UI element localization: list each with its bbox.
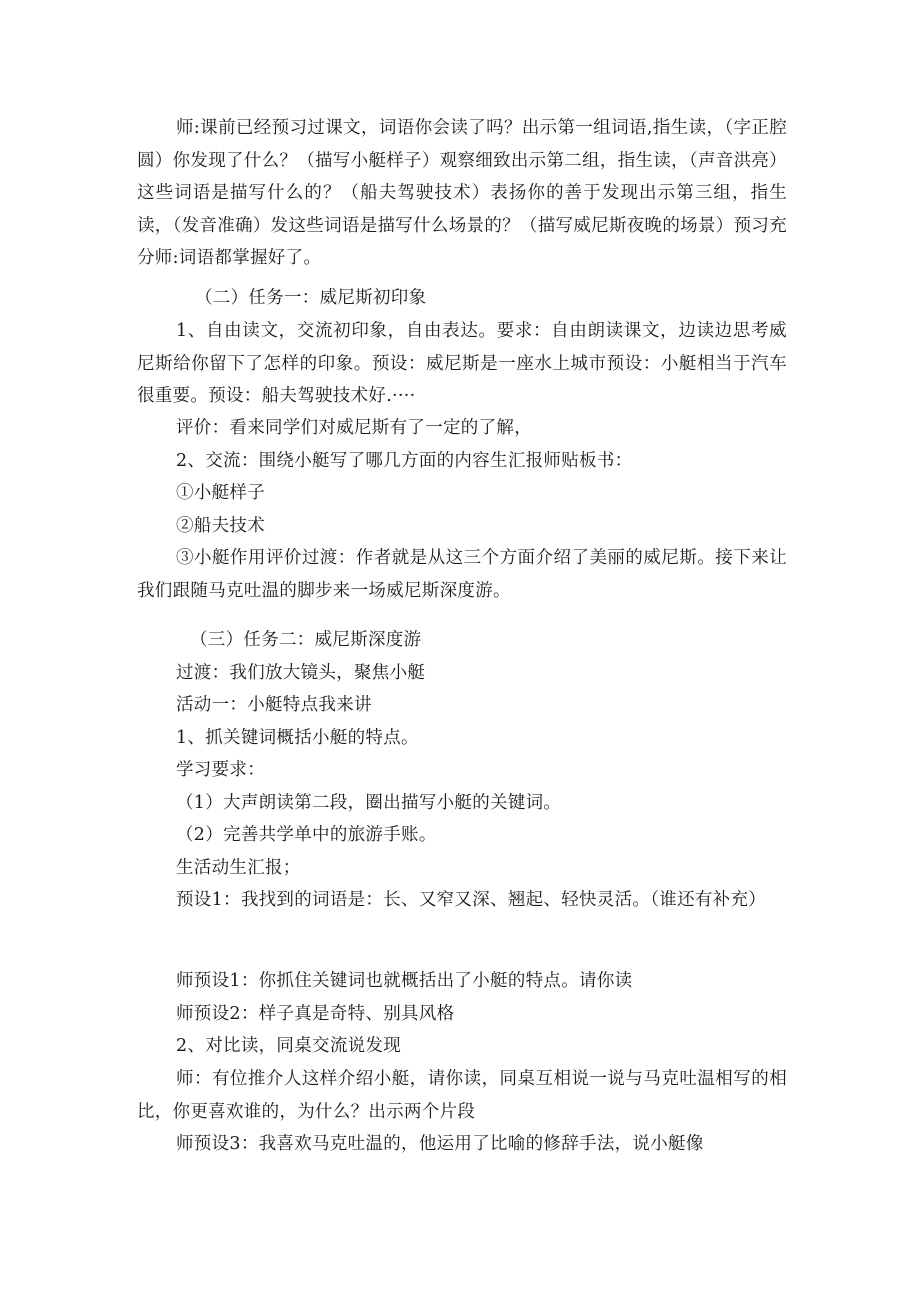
paragraph-preset-1: 预设1：我找到的词语是：长、又窄又深、翘起、轻快灵活。（谁还有补充）: [176, 890, 767, 910]
paragraph-transition: 过渡：我们放大镜头，聚焦小艇: [176, 663, 426, 683]
requirement-item-1: （1）大声朗读第二段，圈出描写小艇的关键词。: [176, 793, 562, 813]
section-heading-task-two: （三）任务二：威尼斯深度游: [190, 630, 422, 650]
paragraph-teacher-recommend: 师：有位推介人这样介绍小艇，请你读，同桌互相说一说与马克吐温相写的相比，你更喜欢谁的，为什么？出示两个片段: [137, 1069, 787, 1122]
paragraph-compare-reading: 2、对比读，同桌交流说发现: [176, 1036, 402, 1056]
activity-heading: 活动一：小艇特点我来讲: [176, 695, 372, 715]
paragraph-keywords: 1、抓关键词概括小艇的特点。: [176, 728, 419, 748]
paragraph-exchange: 2、交流：围绕小艇写了哪几方面的内容生汇报师贴板书：: [176, 451, 633, 471]
paragraph-teacher-preset-3: 师预设3：我喜欢马克吐温的，他运用了比喻的修辞手法，说小艇像: [176, 1134, 704, 1154]
paragraph-preview-words: 师:课前已经预习过课文，词语你会读了吗？出示第一组词语,指生读，（字正腔圆）你发现了什么？（描写小艇样子）观察细致出示第二组，指生读，（声音洪亮）这些词语是描写什么的？（船夫驾驶技术）表扬你的善于发现出示第三组，指生读，（发音准确）发这些词语是描写什么场景的？（描写威尼斯夜晚的场景）预习充分师:词语都掌握好了。: [137, 118, 787, 268]
requirement-item-2: （2）完善共学单中的旅游手账。: [176, 825, 437, 845]
paragraph-teacher-preset-1: 师预设1：你抓住关键词也就概括出了小艇的特点。请你读: [176, 971, 633, 991]
paragraph-free-reading: 1、自由读文，交流初印象，自由表达。要求：自由朗读课文，边读边思考威尼斯给你留下了怎样的印象。预设：威尼斯是一座水上城市预设：小艇相当于汽车很重要。预设：船夫驾驶技术好.····: [137, 321, 787, 406]
list-item-boat-appearance: ①小艇样子: [176, 483, 265, 503]
list-item-boat-function: ③小艇作用评价过渡：作者就是从这三个方面介绍了美丽的威尼斯。接下来让我们跟随马克吐温的脚步来一场威尼斯深度游。: [137, 548, 787, 601]
paragraph-student-report: 生活动生汇报；: [176, 858, 301, 878]
paragraph-requirements-label: 学习要求：: [176, 760, 265, 780]
section-heading-task-one: （二）任务一：威尼斯初印象: [195, 288, 427, 308]
paragraph-teacher-preset-2: 师预设2：样子真是奇特、别具风格: [176, 1004, 455, 1024]
paragraph-evaluation: 评价：看来同学们对威尼斯有了一定的了解，: [176, 418, 532, 438]
list-item-boatman-skill: ②船夫技术: [176, 516, 265, 536]
